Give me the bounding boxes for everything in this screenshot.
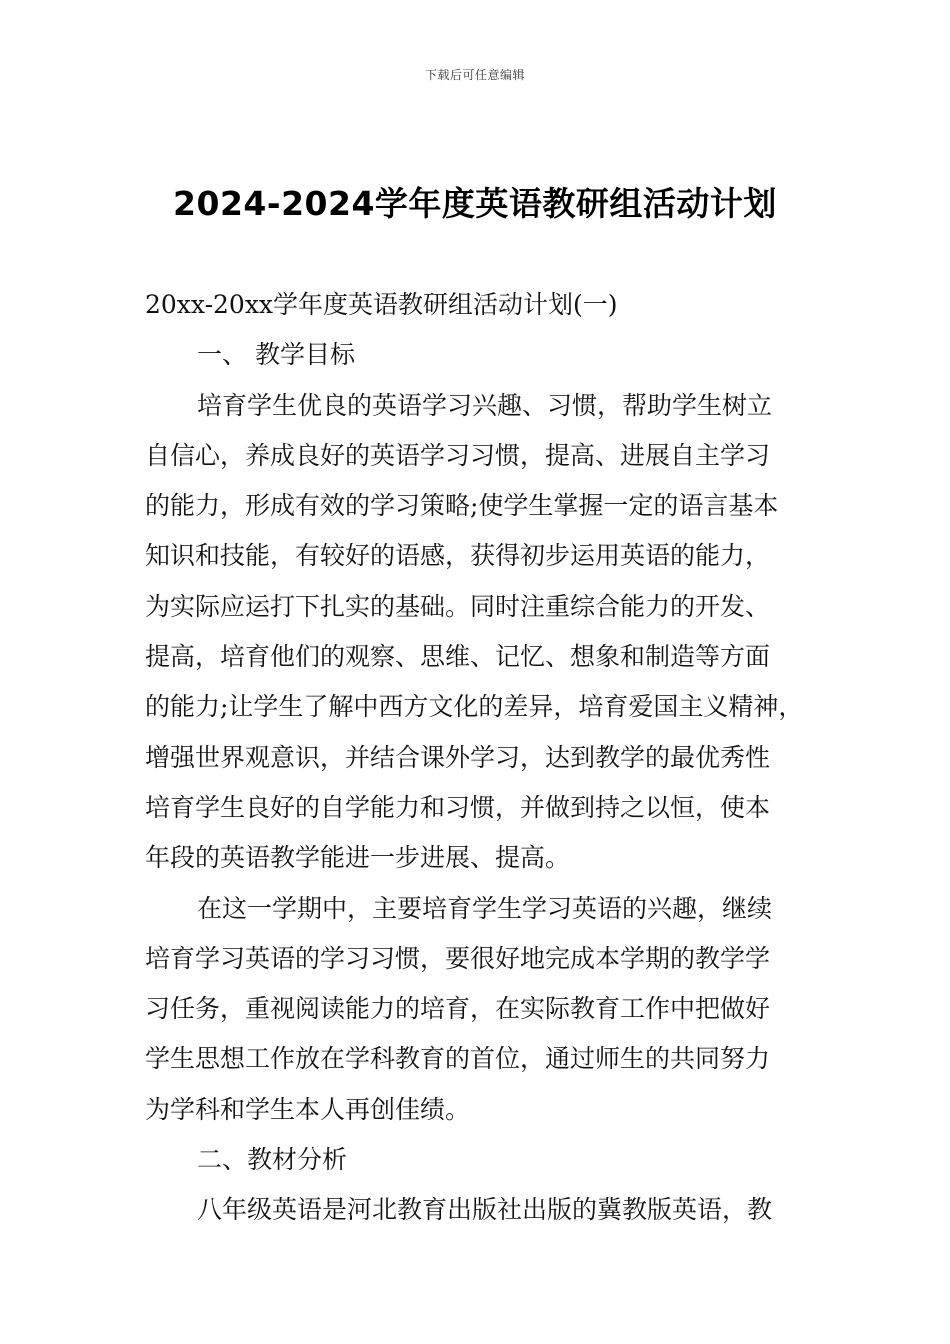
- paragraph-line: 培育学生良好的自学能力和习惯，并做到持之以恒，使本: [145, 792, 771, 822]
- paragraph-line: 年段的英语教学能进一步进展、提高。: [145, 843, 571, 873]
- paragraph-line: 的能力，形成有效的学习策略;使学生掌握一定的语言基本: [145, 491, 779, 521]
- paragraph-line: 学生思想工作放在学科教育的首位，通过师生的共同努力: [145, 1044, 771, 1074]
- paragraph-line: 在这一学期中，主要培育学生学习英语的兴趣，继续: [197, 893, 773, 923]
- document-subtitle: 20xx-20xx学年度英语教研组活动计划(一): [145, 290, 618, 319]
- paragraph-1: [145, 381, 825, 884]
- paragraph-line: 八年级英语是河北教育出版社出版的冀教版英语，教: [197, 1195, 773, 1225]
- paragraph-line: 的能力;让学生了解中西方文化的差异，培育爱国主义精神，: [145, 692, 804, 722]
- paragraph-line: 知识和技能，有较好的语感，获得初步运用英语的能力，: [145, 541, 771, 571]
- paragraph-3: [145, 1185, 825, 1235]
- header-note: 下载后可任意编辑: [424, 68, 525, 82]
- paragraph-line: 为学科和学生本人再创佳绩。: [145, 1094, 471, 1124]
- paragraph-line: 培育学生优良的英语学习兴趣、习惯，帮助学生树立: [197, 390, 773, 420]
- paragraph-line: 培育学习英语的学习习惯，要很好地完成本学期的教学学: [145, 943, 771, 973]
- paragraph-line: 增强世界观意识，并结合课外学习，达到教学的最优秀性: [145, 742, 771, 772]
- section-heading-1: 一、 教学目标: [197, 340, 355, 370]
- paragraph-line: 为实际应运打下扎实的基础。同时注重综合能力的开发、: [145, 591, 771, 621]
- paragraph-2: [145, 884, 825, 1135]
- paragraph-line: 习任务，重视阅读能力的培育，在实际教育工作中把做好: [145, 994, 771, 1024]
- section-heading-2: 二、教材分析: [197, 1145, 348, 1175]
- paragraph-line: 提高，培育他们的观察、思维、记忆、想象和制造等方面: [145, 642, 771, 672]
- document-title: 2024-2024学年度英语教研组活动计划: [173, 184, 777, 223]
- paragraph-line: 自信心，养成良好的英语学习习惯，提高、进展自主学习: [145, 440, 771, 470]
- document-body: [145, 280, 825, 1236]
